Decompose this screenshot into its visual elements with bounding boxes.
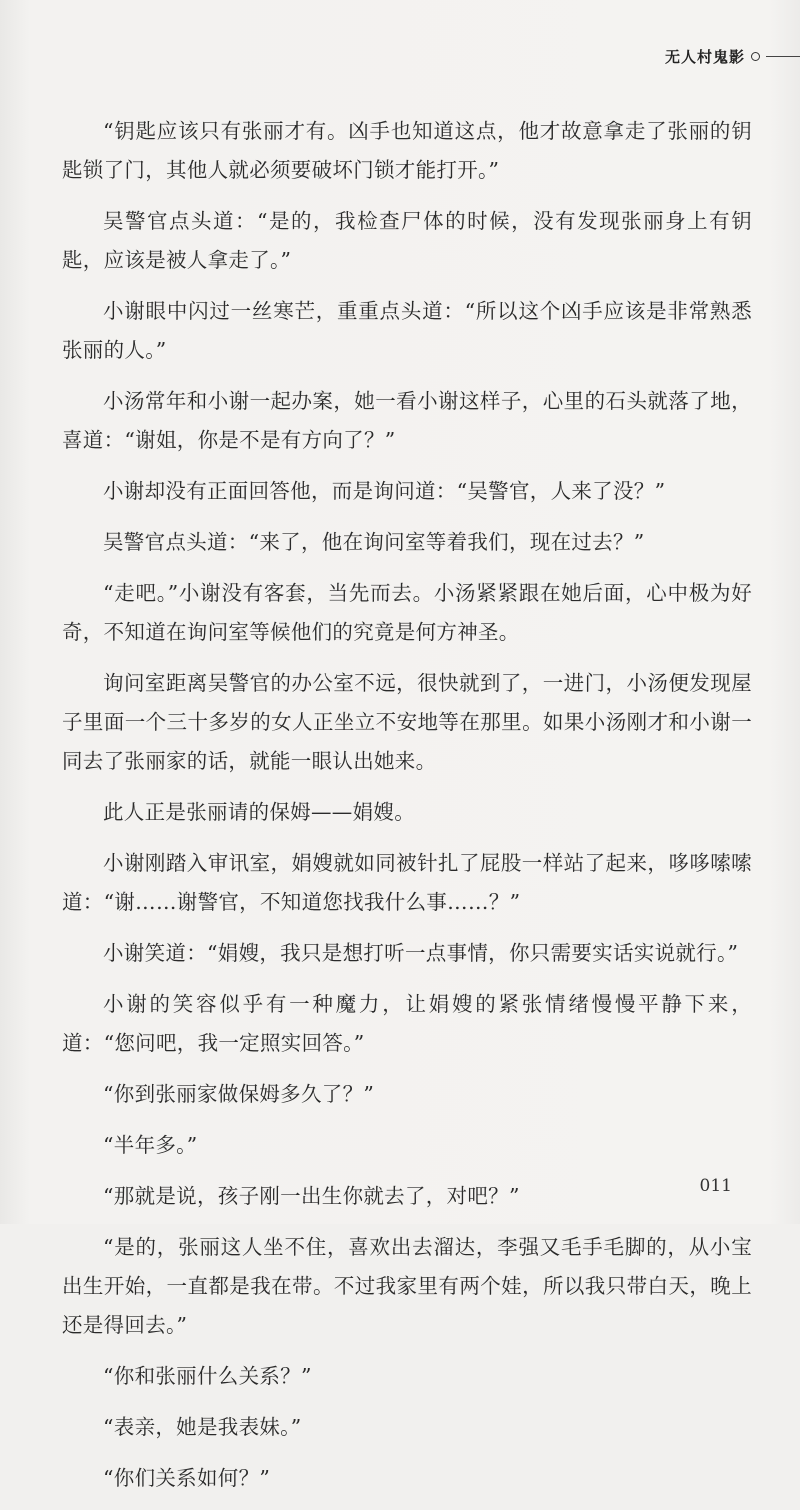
- paragraph: “你和张丽什么关系？”: [103, 1364, 312, 1388]
- running-head-title: 无人村鬼影: [664, 48, 745, 66]
- paragraph: 小谢眼中闪过一丝寒芒，重重点头道：“所以这个凶手应该是非常熟悉张丽的人。”: [62, 299, 752, 362]
- paragraph: “你们关系如何？”: [103, 1466, 271, 1490]
- paragraph: 小谢的笑容似乎有一种魔力，让娟嫂的紧张情绪慢慢平静下来，道：“您问吧，我一定照实回答。”: [62, 992, 752, 1055]
- running-head-rule: [766, 56, 800, 57]
- paragraph: 吴警官点头道：“来了，他在询问室等着我们，现在过去？”: [103, 530, 645, 554]
- running-head-circle-ornament: [751, 52, 760, 61]
- body-text: [62, 112, 752, 1510]
- paragraph: 此人正是张丽请的保姆——娟嫂。: [103, 800, 415, 824]
- paragraph: “是的，张丽这人坐不住，喜欢出去溜达，李强又毛手毛脚的，从小宝出生开始，一直都是我在带。不过我家里有两个娃，所以我只带白天，晚上还是得回去。”: [62, 1235, 752, 1337]
- paragraph: “表亲，她是我表妹。”: [103, 1415, 302, 1439]
- paragraph: “半年多。”: [103, 1133, 198, 1157]
- paragraph: 小谢笑道：“娟嫂，我只是想打听一点事情，你只需要实话实说就行。”: [103, 941, 739, 965]
- paragraph: “那就是说，孩子刚一出生你就去了，对吧？”: [103, 1184, 520, 1208]
- page-number: 011: [699, 1176, 732, 1196]
- paragraph: “钥匙应该只有张丽才有。凶手也知道这点，他才故意拿走了张丽的钥匙锁了门，其他人就必须要破坏门锁才能打开。”: [62, 119, 752, 182]
- paragraph: 吴警官点头道：“是的，我检查尸体的时候，没有发现张丽身上有钥匙，应该是被人拿走了。”: [62, 209, 752, 272]
- paragraph: 小汤常年和小谢一起办案，她一看小谢这样子，心里的石头就落了地，喜道：“谢姐，你是不是有方向了？”: [62, 389, 752, 452]
- running-head: [665, 46, 800, 67]
- paragraph: 询问室距离吴警官的办公室不远，很快就到了，一进门，小汤便发现屋子里面一个三十多岁的女人正坐立不安地等在那里。如果小汤刚才和小谢一同去了张丽家的话，就能一眼认出她来。: [62, 671, 752, 773]
- paragraph: “走吧。”小谢没有客套，当先而去。小汤紧紧跟在她后面，心中极为好奇，不知道在询问室等候他们的究竟是何方神圣。: [62, 581, 752, 644]
- paragraph: “你到张丽家做保姆多久了？”: [103, 1082, 375, 1106]
- paragraph: 小谢刚踏入审讯室，娟嫂就如同被针扎了屁股一样站了起来，哆哆嗦嗦道：“谢……谢警官，不知道您找我什么事……？”: [62, 851, 752, 914]
- paragraph: 小谢却没有正面回答他，而是询问道：“吴警官，人来了没？”: [103, 479, 666, 503]
